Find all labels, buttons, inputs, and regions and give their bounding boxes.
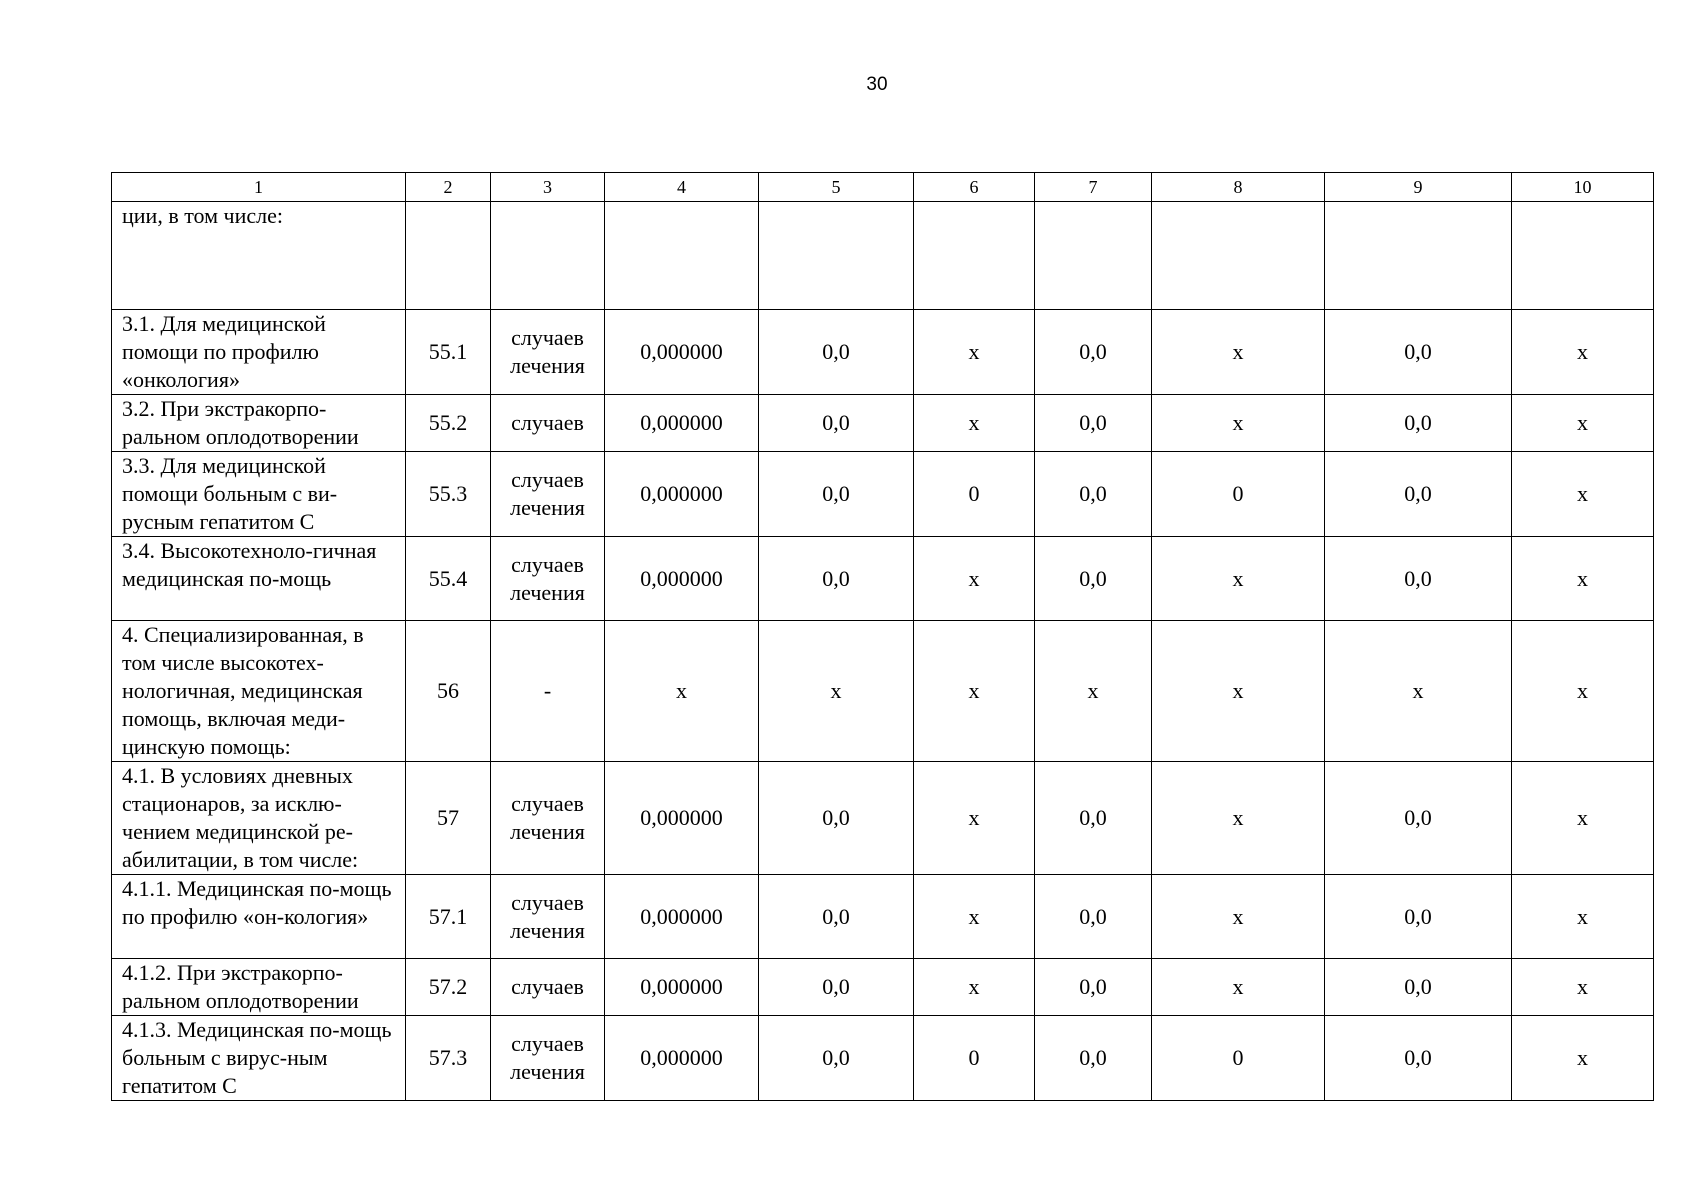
value-cell: х <box>914 621 1035 762</box>
unit-cell <box>491 202 605 310</box>
value-cell: х <box>1152 537 1325 621</box>
value-cell <box>914 202 1035 310</box>
row-code-cell: 57.3 <box>406 1016 491 1101</box>
column-header: 1 <box>112 173 406 202</box>
value-cell: 0,000000 <box>605 537 759 621</box>
value-cell: 0,0 <box>759 395 914 452</box>
table-row <box>112 762 1654 875</box>
value-cell: 0,0 <box>1035 395 1152 452</box>
value-cell: х <box>914 875 1035 959</box>
table-row <box>112 621 1654 762</box>
value-cell: х <box>914 959 1035 1016</box>
value-cell: х <box>1512 875 1654 959</box>
value-cell: х <box>1152 310 1325 395</box>
value-cell: 0,000000 <box>605 1016 759 1101</box>
table-row <box>112 310 1654 395</box>
unit-cell <box>491 1016 605 1101</box>
unit-line: лечения <box>510 495 585 520</box>
row-name-cell: 4.1.3. Медицинская по-мощь больным с вирус-ным гепатитом С <box>112 1016 406 1101</box>
value-cell: х <box>759 621 914 762</box>
value-cell: 0,0 <box>1325 875 1512 959</box>
value-cell: 0,0 <box>759 452 914 537</box>
unit-cell <box>491 395 605 452</box>
value-cell: 0,0 <box>1325 1016 1512 1101</box>
value-cell: х <box>1325 621 1512 762</box>
table-row <box>112 452 1654 537</box>
row-name-cell: 4.1. В условиях дневных стационаров, за исклю-чением медицинской ре-абилитации, в том числе: <box>112 762 406 875</box>
value-cell: 0 <box>914 452 1035 537</box>
row-name-cell: 3.1. Для медицинской помощи по профилю «онкология» <box>112 310 406 395</box>
value-cell: 0,0 <box>1035 452 1152 537</box>
table-row <box>112 395 1654 452</box>
table-row <box>112 959 1654 1016</box>
row-code-cell <box>406 202 491 310</box>
value-cell: х <box>1035 621 1152 762</box>
value-cell: 0,0 <box>1035 875 1152 959</box>
value-cell: 0,000000 <box>605 875 759 959</box>
value-cell: х <box>914 395 1035 452</box>
unit-cell <box>491 621 605 762</box>
value-cell <box>759 202 914 310</box>
row-code-cell: 56 <box>406 621 491 762</box>
unit-line: случаев <box>511 410 584 435</box>
value-cell: 0,0 <box>759 762 914 875</box>
unit-line: - <box>543 678 552 703</box>
value-cell: х <box>914 762 1035 875</box>
value-cell: х <box>1512 762 1654 875</box>
value-cell: 0,0 <box>1325 959 1512 1016</box>
row-code-cell: 55.1 <box>406 310 491 395</box>
value-cell: х <box>1512 959 1654 1016</box>
row-name-cell: 4.1.1. Медицинская по-мощь по профилю «он-кология» <box>112 875 406 959</box>
header-row <box>112 173 1654 202</box>
unit-line: случаев <box>511 1031 584 1056</box>
value-cell: х <box>1512 537 1654 621</box>
unit-line: лечения <box>510 917 585 943</box>
value-cell: 0,0 <box>1325 762 1512 875</box>
column-header: 8 <box>1152 173 1325 202</box>
value-cell <box>1512 202 1654 310</box>
value-cell: х <box>1512 1016 1654 1101</box>
value-cell: х <box>605 621 759 762</box>
column-header: 4 <box>605 173 759 202</box>
value-cell: 0,0 <box>759 537 914 621</box>
column-header: 3 <box>491 173 605 202</box>
value-cell: 0,0 <box>1325 537 1512 621</box>
row-name-cell: 3.3. Для медицинской помощи больным с ви-русным гепатитом С <box>112 452 406 537</box>
unit-line: лечения <box>510 819 585 844</box>
data-table <box>111 172 1654 1101</box>
value-cell: 0,0 <box>1035 959 1152 1016</box>
value-cell: 0,0 <box>759 1016 914 1101</box>
unit-cell <box>491 452 605 537</box>
value-cell: 0,000000 <box>605 452 759 537</box>
unit-line: случаев <box>511 791 584 816</box>
value-cell <box>1035 202 1152 310</box>
value-cell: 0 <box>1152 452 1325 537</box>
table-row <box>112 202 1654 310</box>
unit-cell <box>491 537 605 621</box>
value-cell: 0,000000 <box>605 395 759 452</box>
row-code-cell: 55.3 <box>406 452 491 537</box>
value-cell: х <box>1512 452 1654 537</box>
column-header: 6 <box>914 173 1035 202</box>
unit-line: случаев <box>511 325 584 350</box>
value-cell: х <box>1152 762 1325 875</box>
value-cell: х <box>1152 621 1325 762</box>
table-row <box>112 875 1654 959</box>
value-cell: 0,0 <box>759 310 914 395</box>
row-name-cell: 3.4. Высокотехноло-гичная медицинская по-мощь <box>112 537 406 621</box>
value-cell: х <box>1512 621 1654 762</box>
row-code-cell: 55.4 <box>406 537 491 621</box>
unit-line: случаев <box>511 551 584 577</box>
value-cell: 0 <box>914 1016 1035 1101</box>
value-cell: х <box>914 537 1035 621</box>
table-row <box>112 537 1654 621</box>
value-cell: 0 <box>1152 1016 1325 1101</box>
unit-line: лечения <box>510 579 585 605</box>
value-cell: х <box>1512 395 1654 452</box>
value-cell: х <box>1152 875 1325 959</box>
unit-cell <box>491 959 605 1016</box>
row-code-cell: 57.2 <box>406 959 491 1016</box>
column-header: 9 <box>1325 173 1512 202</box>
column-header: 2 <box>406 173 491 202</box>
value-cell: 0,000000 <box>605 762 759 875</box>
unit-line: лечения <box>510 353 585 378</box>
row-name-cell: 4.1.2. При экстракорпо-ральном оплодотворении <box>112 959 406 1016</box>
value-cell: 0,0 <box>759 959 914 1016</box>
row-code-cell: 57 <box>406 762 491 875</box>
value-cell: 0,0 <box>1325 395 1512 452</box>
value-cell: 0,0 <box>1035 762 1152 875</box>
column-header: 7 <box>1035 173 1152 202</box>
unit-cell <box>491 762 605 875</box>
value-cell <box>1152 202 1325 310</box>
unit-cell <box>491 875 605 959</box>
value-cell: 0,0 <box>1325 310 1512 395</box>
value-cell <box>1325 202 1512 310</box>
value-cell: 0,0 <box>1035 310 1152 395</box>
value-cell: 0,000000 <box>605 310 759 395</box>
row-name-cell: 4. Специализированная, в том числе высокотех-нологичная, медицинская помощь, включая меди-цинскую помощь: <box>112 621 406 762</box>
unit-line: лечения <box>510 1059 585 1084</box>
value-cell: 0,0 <box>759 875 914 959</box>
row-name-cell: 3.2. При экстракорпо-ральном оплодотворении <box>112 395 406 452</box>
value-cell: 0,0 <box>1035 1016 1152 1101</box>
unit-cell <box>491 310 605 395</box>
column-header: 5 <box>759 173 914 202</box>
value-cell: х <box>1512 310 1654 395</box>
unit-line: случаев <box>511 467 584 492</box>
value-cell: 0,0 <box>1325 452 1512 537</box>
value-cell: х <box>1152 395 1325 452</box>
unit-line: случаев <box>511 974 584 999</box>
value-cell <box>605 202 759 310</box>
value-cell: х <box>914 310 1035 395</box>
table-row <box>112 1016 1654 1101</box>
row-code-cell: 55.2 <box>406 395 491 452</box>
value-cell: х <box>1152 959 1325 1016</box>
unit-line: случаев <box>511 889 584 915</box>
column-header: 10 <box>1512 173 1654 202</box>
page-number: 30 <box>866 74 888 95</box>
value-cell: 0,000000 <box>605 959 759 1016</box>
value-cell: 0,0 <box>1035 537 1152 621</box>
row-code-cell: 57.1 <box>406 875 491 959</box>
row-name-cell: ции, в том числе: <box>112 202 406 310</box>
